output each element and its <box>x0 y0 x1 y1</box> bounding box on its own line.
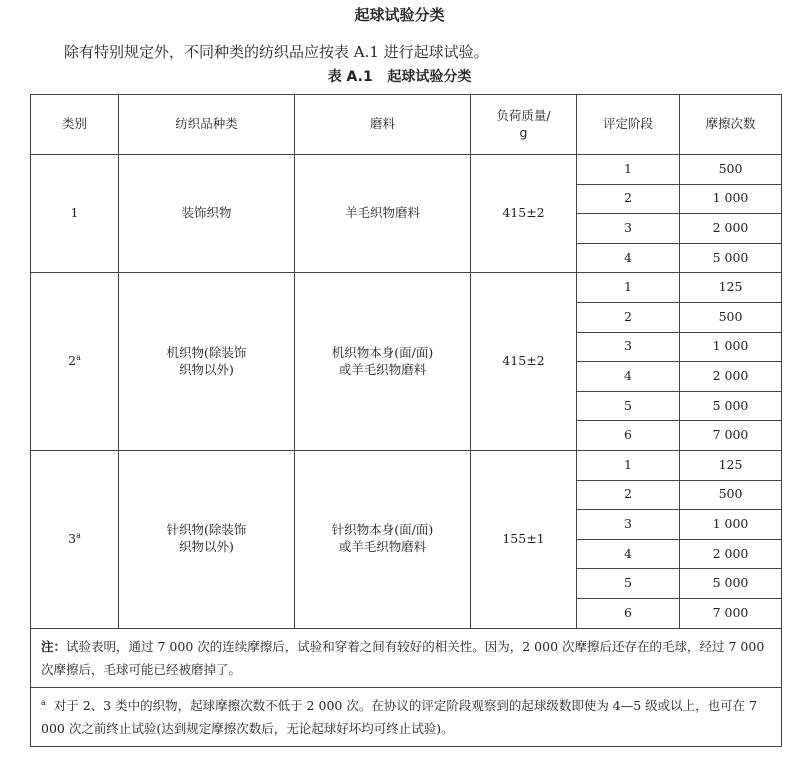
abradant-cell: 针织物本身(面/面) 或羊毛织物磨料 <box>295 450 471 628</box>
header-fabric: 纺织品种类 <box>119 95 295 155</box>
section-heading: 起球试验分类 <box>354 6 445 24</box>
footnote-row <box>31 687 782 746</box>
header-stage: 评定阶段 <box>577 95 680 155</box>
cycles-cell: 1 000 <box>680 184 782 214</box>
stage-cell: 5 <box>577 391 680 421</box>
stage-cell: 1 <box>577 155 680 185</box>
note-text: 试验表明，通过 7 000 次的连续摩擦后，试验和穿着之间有较好的相关性。因为，2 000 次摩擦后还存在的毛球，经过 7 000 次摩擦后，毛球可能已经被磨掉了。 <box>41 638 765 677</box>
stage-cell: 6 <box>577 598 680 628</box>
cycles-cell: 2 000 <box>680 362 782 392</box>
table-row <box>31 273 782 303</box>
header-load-line2: g <box>519 124 528 140</box>
stage-cell: 2 <box>577 302 680 332</box>
cycles-cell: 1 000 <box>680 510 782 540</box>
footnote-cell <box>31 687 782 746</box>
category-cell: 1 <box>31 155 119 273</box>
stage-cell: 1 <box>577 450 680 480</box>
stage-cell: 5 <box>577 569 680 599</box>
table-caption: 表 A.1 起球试验分类 <box>327 69 472 85</box>
cycles-cell: 500 <box>680 155 782 185</box>
header-load <box>471 95 577 155</box>
load-cell: 155±1 <box>471 450 577 628</box>
header-row <box>31 95 782 155</box>
stage-cell: 3 <box>577 510 680 540</box>
stage-cell: 4 <box>577 539 680 569</box>
fabric-cell: 针织物(除装饰 织物以外) <box>119 450 295 628</box>
load-cell: 415±2 <box>471 273 577 451</box>
stage-cell: 6 <box>577 421 680 451</box>
note-label: 注： <box>41 638 67 654</box>
stage-cell: 3 <box>577 332 680 362</box>
cycles-cell: 5 000 <box>680 243 782 273</box>
header-abradant: 磨料 <box>295 95 471 155</box>
header-load-line1: 负荷质量/ <box>496 107 551 123</box>
abradant-cell: 羊毛织物磨料 <box>295 155 471 273</box>
cycles-cell: 500 <box>680 302 782 332</box>
footnote-mark: a <box>41 697 46 707</box>
cycles-cell: 1 000 <box>680 332 782 362</box>
stage-cell: 4 <box>577 243 680 273</box>
footnote-text: 对于 2、3 类中的织物，起球摩擦次数不低于 2 000 次。在协议的评定阶段观察到的起球级数即使为 4—5 级或以上，也可在 7 000 次之前终止试验(达到规定摩擦次数后，无论起球好坏均可终止试验)。 <box>41 697 758 736</box>
cycles-cell: 125 <box>680 450 782 480</box>
note-row <box>31 628 782 687</box>
cycles-cell: 7 000 <box>680 421 782 451</box>
abradant-cell: 机织物本身(面/面) 或羊毛织物磨料 <box>295 273 471 451</box>
cycles-cell: 5 000 <box>680 391 782 421</box>
stage-cell: 4 <box>577 362 680 392</box>
stage-cell: 2 <box>577 184 680 214</box>
header-category: 类别 <box>31 95 119 155</box>
cycles-cell: 2 000 <box>680 214 782 244</box>
fabric-cell: 装饰织物 <box>119 155 295 273</box>
table-row <box>31 450 782 480</box>
cycles-cell: 5 000 <box>680 569 782 599</box>
load-cell: 415±2 <box>471 155 577 273</box>
pilling-test-table <box>30 94 782 747</box>
stage-cell: 2 <box>577 480 680 510</box>
cycles-cell: 125 <box>680 273 782 303</box>
category-cell: 2$^a$ <box>31 273 119 451</box>
category-cell: 3$^a$ <box>31 450 119 628</box>
cycles-cell: 2 000 <box>680 539 782 569</box>
stage-cell: 1 <box>577 273 680 303</box>
header-cycles: 摩擦次数 <box>680 95 782 155</box>
cycles-cell: 7 000 <box>680 598 782 628</box>
note-cell <box>31 628 782 687</box>
table-row <box>31 155 782 185</box>
stage-cell: 3 <box>577 214 680 244</box>
cycles-cell: 500 <box>680 480 782 510</box>
intro-paragraph: 除有特别规定外，不同种类的纺织品应按表 A.1 进行起球试验。 <box>64 43 489 61</box>
fabric-cell: 机织物(除装饰 织物以外) <box>119 273 295 451</box>
